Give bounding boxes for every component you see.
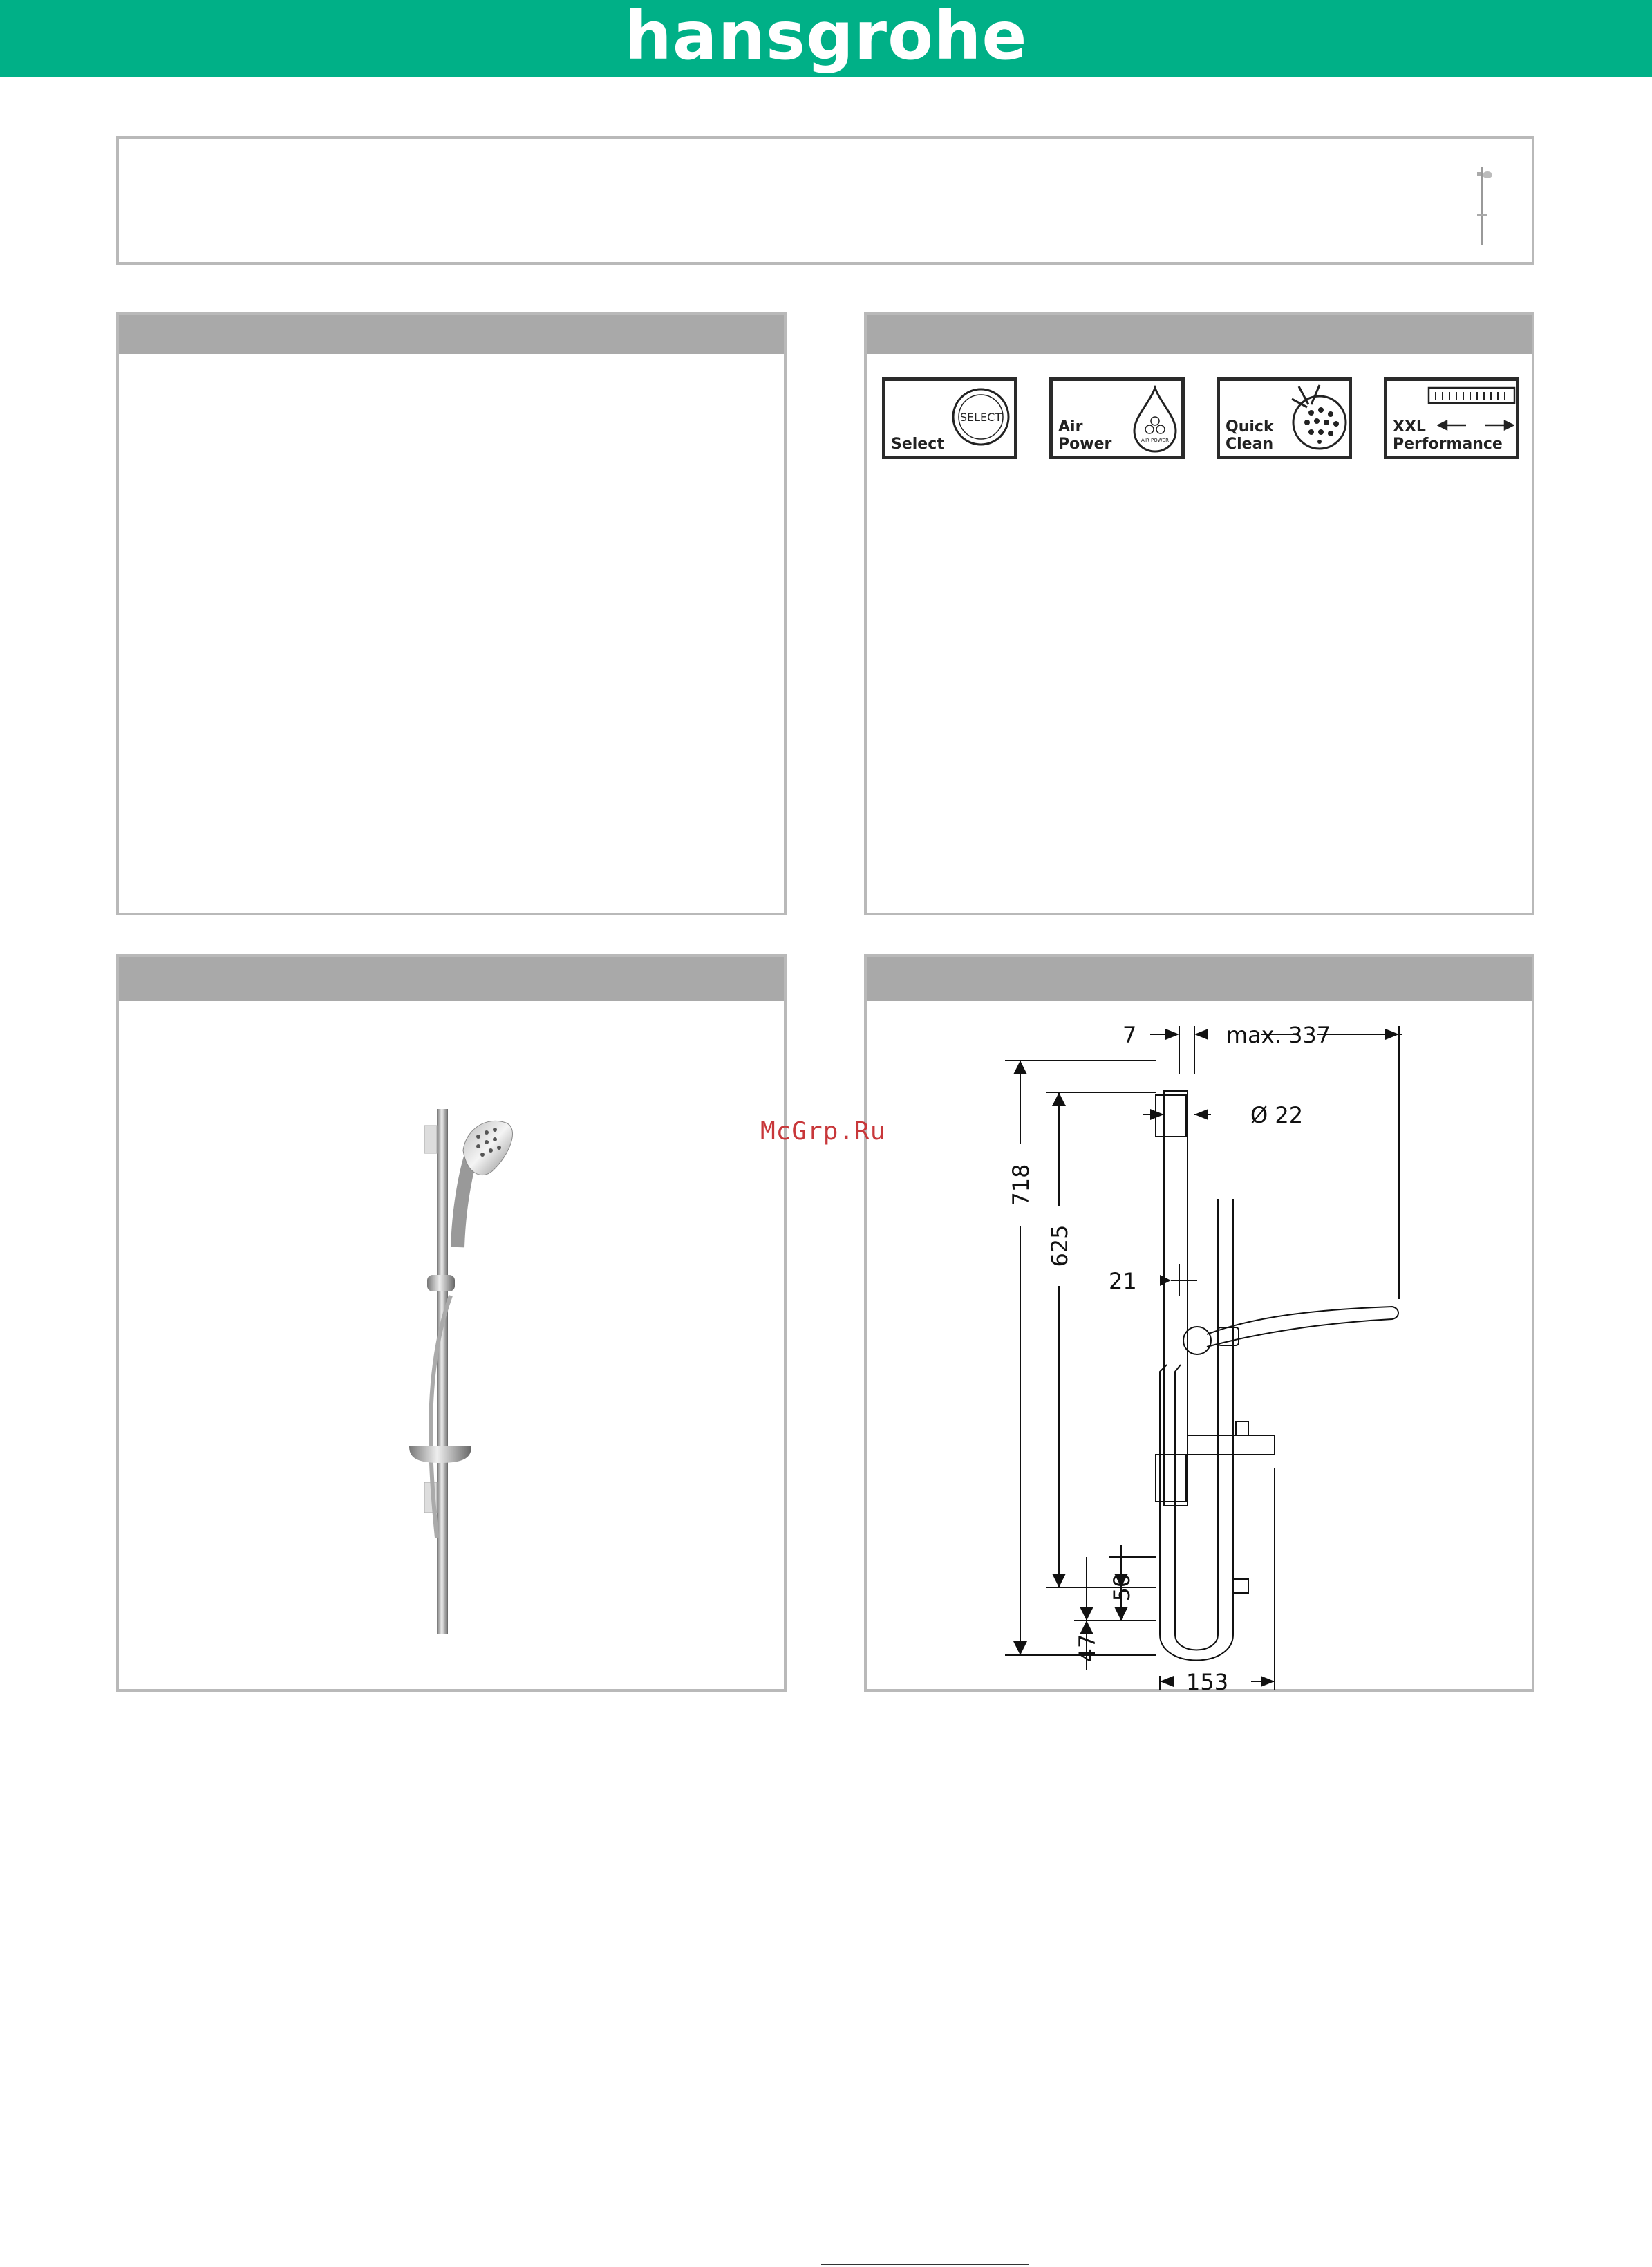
dim-diameter: Ø 22 [1250, 1102, 1304, 1128]
feature-quick-clean-label [1226, 418, 1274, 453]
feature-quick-line2: Clean [1226, 436, 1274, 453]
quick-clean-icon [1278, 384, 1350, 453]
feature-xxl-line2: Performance [1393, 436, 1503, 453]
dim-offset: 21 [1109, 1268, 1137, 1294]
air-drop-icon [1129, 385, 1181, 454]
description-panel [116, 312, 787, 915]
dim-depth: 153 [1186, 1669, 1229, 1690]
feature-air-line1: Air [1058, 418, 1083, 436]
feature-air-power-label [1058, 418, 1111, 453]
feature-xxl-performance [1384, 377, 1519, 459]
description-panel-header [119, 315, 784, 354]
dim-bottom-a: 47 [1074, 1634, 1100, 1663]
dim-max-reach: max. 337 [1226, 1022, 1331, 1048]
dim-total-height: 718 [1008, 1164, 1034, 1206]
feature-quick-clean [1217, 377, 1352, 459]
feature-quick-line1: Quick [1226, 418, 1274, 436]
technical-drawing-panel [864, 954, 1534, 1692]
brand-header-bar [0, 0, 1652, 77]
feature-air-line2: Power [1058, 436, 1112, 453]
product-thumbnail-icon [1468, 165, 1496, 248]
select-button-icon [949, 385, 1013, 449]
dimension-drawing [867, 998, 1532, 1690]
dim-rail-height: 625 [1046, 1224, 1073, 1267]
technical-drawing-header [867, 957, 1532, 1001]
shower-set-image [382, 1109, 658, 1648]
select-icon-text: SELECT [959, 411, 1002, 424]
watermark-text: McGrp.Ru [760, 1117, 886, 1146]
feature-air-power [1049, 377, 1185, 459]
product-photo-panel [116, 954, 787, 1692]
product-title-box [116, 136, 1534, 265]
feature-xxl-line1: XXL [1393, 418, 1426, 436]
features-panel-header [867, 315, 1532, 354]
brand-logo: hansgrohe [624, 0, 1028, 75]
footer-rule [821, 2264, 1029, 2265]
dim-bottom-b: 50 [1109, 1573, 1135, 1602]
feature-select [882, 377, 1017, 459]
features-panel [864, 312, 1534, 915]
xxl-shower-icon [1427, 386, 1516, 414]
dim-wall-gap: 7 [1123, 1022, 1137, 1048]
feature-select-label: Select [891, 436, 944, 453]
air-icon-text: AIR POWER [1141, 438, 1169, 443]
product-photo-header [119, 957, 784, 1001]
feature-xxl-label [1393, 418, 1503, 453]
